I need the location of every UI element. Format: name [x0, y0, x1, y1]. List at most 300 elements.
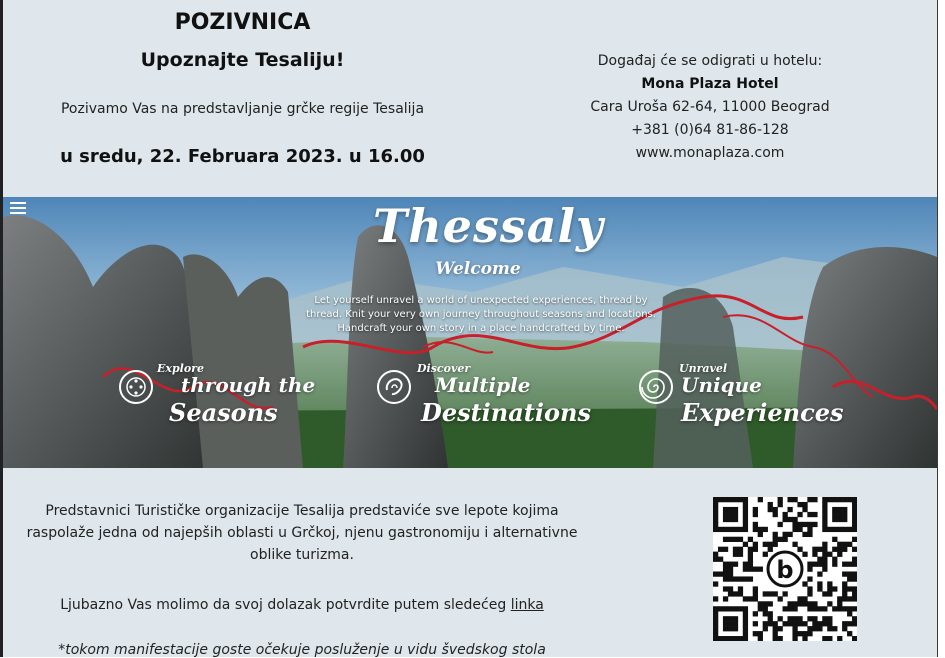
feature-experiences [637, 362, 867, 432]
qr-module [783, 591, 788, 596]
qr-module [802, 631, 807, 636]
qr-module [733, 626, 738, 631]
qr-module [733, 621, 738, 626]
qr-module [713, 507, 718, 512]
qr-module [797, 547, 802, 552]
qr-module [847, 571, 852, 576]
qr-module [812, 606, 817, 611]
qr-module [723, 616, 728, 621]
qr-module [768, 542, 773, 547]
qr-module [807, 606, 812, 611]
qr-module [723, 626, 728, 631]
qr-module [842, 547, 847, 552]
qr-module [842, 512, 847, 517]
qr-module [842, 586, 847, 591]
qr-module [773, 631, 778, 636]
qr-module [763, 552, 768, 557]
qr-module [768, 502, 773, 507]
qr-module [812, 616, 817, 621]
qr-module [812, 512, 817, 517]
qr-module [778, 636, 783, 641]
qr-module [852, 591, 857, 596]
qr-module [832, 507, 837, 512]
qr-module [773, 532, 778, 537]
qr-module [743, 542, 748, 547]
qr-module [832, 517, 837, 522]
qr-module [778, 596, 783, 601]
qr-module [807, 532, 812, 537]
qr-module [792, 542, 797, 547]
qr-module [733, 576, 738, 581]
qr-module [728, 567, 733, 572]
qr-module [753, 631, 758, 636]
qr-module [768, 611, 773, 616]
qr-module [743, 576, 748, 581]
qr-module [792, 527, 797, 532]
qr-module [738, 606, 743, 611]
qr-module [797, 621, 802, 626]
qr-module [807, 616, 812, 621]
qr-module [753, 567, 758, 572]
qr-module [827, 527, 832, 532]
qr-module [743, 502, 748, 507]
qr-module [832, 497, 837, 502]
qr-module [852, 586, 857, 591]
qr-module [758, 527, 763, 532]
qr-module [817, 621, 822, 626]
qr-module [763, 601, 768, 606]
qr-module [802, 636, 807, 641]
qr-module [723, 596, 728, 601]
qr-module [783, 517, 788, 522]
qr-module [847, 611, 852, 616]
qr-module [842, 497, 847, 502]
event-date: u sredu, 22. Februara 2023. u 16.00 [60, 146, 425, 167]
venue-address: Cara Uroša 62-64, 11000 Beograd [590, 99, 830, 115]
qr-module [792, 517, 797, 522]
qr-module [738, 552, 743, 557]
qr-module [783, 532, 788, 537]
qr-module [852, 527, 857, 532]
qr-module [768, 547, 773, 552]
qr-module [728, 606, 733, 611]
qr-module [748, 576, 753, 581]
qr-module [852, 571, 857, 576]
qr-module [807, 576, 812, 581]
qr-module [743, 606, 748, 611]
qr-module [842, 581, 847, 586]
qr-module [852, 512, 857, 517]
qr-module [817, 581, 822, 586]
qr-module [733, 527, 738, 532]
qr-module [773, 591, 778, 596]
qr-module [748, 596, 753, 601]
qr-module [822, 557, 827, 562]
banner-welcome: Welcome [435, 259, 521, 279]
qr-module [733, 517, 738, 522]
qr-module [728, 571, 733, 576]
qr-module [832, 557, 837, 562]
qr-module [743, 497, 748, 502]
qr-module [748, 557, 753, 562]
qr-module [827, 581, 832, 586]
qr-module [743, 626, 748, 631]
qr-module [768, 621, 773, 626]
qr-module [822, 517, 827, 522]
qr-module [758, 497, 763, 502]
qr-module [743, 522, 748, 527]
qr-module [738, 497, 743, 502]
qr-module [713, 527, 718, 532]
qr-module [827, 552, 832, 557]
feature-experiences-line2: Experiences [681, 398, 844, 427]
qr-module [812, 522, 817, 527]
qr-module [738, 547, 743, 552]
qr-module [792, 621, 797, 626]
qr-module [822, 552, 827, 557]
qr-module [827, 586, 832, 591]
qr-module [773, 542, 778, 547]
qr-module [728, 537, 733, 542]
qr-module [822, 512, 827, 517]
qr-module [787, 621, 792, 626]
qr-module [753, 522, 758, 527]
qr-module [847, 596, 852, 601]
qr-module [773, 636, 778, 641]
qr-module [842, 606, 847, 611]
qr-module [733, 606, 738, 611]
qr-module [812, 552, 817, 557]
qr-module [733, 591, 738, 596]
qr-module [822, 606, 827, 611]
qr-module [763, 611, 768, 616]
qr-module [743, 616, 748, 621]
qr-module [807, 497, 812, 502]
qr-module [822, 497, 827, 502]
qr-module [728, 636, 733, 641]
qr-module [807, 631, 812, 636]
venue-hotel: Mona Plaza Hotel [641, 76, 779, 92]
qr-module [852, 562, 857, 567]
qr-module [812, 621, 817, 626]
qr-module [743, 567, 748, 572]
qr-module [738, 586, 743, 591]
qr-module [787, 532, 792, 537]
qr-module [753, 542, 758, 547]
qr-module [733, 562, 738, 567]
qr-module [768, 591, 773, 596]
qr-module [787, 497, 792, 502]
qr-module [713, 611, 718, 616]
qr-module [812, 497, 817, 502]
qr-module [728, 616, 733, 621]
qr-module [832, 562, 837, 567]
qr-module [763, 527, 768, 532]
qr-module [738, 527, 743, 532]
qr-module [847, 621, 852, 626]
experiences-icon [637, 368, 675, 406]
qr-module [713, 631, 718, 636]
feature-destinations [375, 362, 605, 432]
qr-module [753, 547, 758, 552]
qr-module [837, 547, 842, 552]
qr-module [787, 616, 792, 621]
qr-module [723, 636, 728, 641]
banner-title: Thessaly [373, 199, 604, 253]
qr-module [723, 571, 728, 576]
qr-module [842, 621, 847, 626]
qr-module [817, 557, 822, 562]
qr-module [837, 527, 842, 532]
qr-module [837, 606, 842, 611]
qr-module [822, 507, 827, 512]
qr-module [852, 517, 857, 522]
qr-module [797, 512, 802, 517]
event-details [12, 500, 592, 658]
qr-module [728, 576, 733, 581]
rsvp-text: Ljubazno Vas molimo da svoj dolazak potvrdite putem sledećeg [60, 597, 511, 613]
qr-module [832, 626, 837, 631]
invitation-header [40, 8, 445, 167]
qr-module [832, 527, 837, 532]
qr-module [723, 497, 728, 502]
right-edge [937, 0, 945, 657]
qr-module [748, 552, 753, 557]
qr-module [713, 517, 718, 522]
qr-module [837, 596, 842, 601]
qr-module [807, 522, 812, 527]
qr-module [728, 527, 733, 532]
qr-module [728, 562, 733, 567]
qr-module [773, 507, 778, 512]
qr-module [822, 502, 827, 507]
qr-module [822, 562, 827, 567]
qr-module [852, 537, 857, 542]
qr-module [748, 537, 753, 542]
qr-module [847, 497, 852, 502]
qr-module [847, 586, 852, 591]
qr-module [733, 636, 738, 641]
qr-module [807, 527, 812, 532]
qr-module [713, 552, 718, 557]
qr-module [713, 636, 718, 641]
invitation-subtitle: Upoznajte Tesaliju! [140, 49, 345, 71]
qr-module [852, 576, 857, 581]
qr-code[interactable] [713, 497, 857, 641]
feature-destinations-small: Discover [417, 362, 471, 375]
qr-module [817, 606, 822, 611]
qr-module [723, 567, 728, 572]
right-edge-line [937, 0, 938, 657]
qr-module [723, 621, 728, 626]
qr-module [832, 547, 837, 552]
qr-module [832, 606, 837, 611]
qr-module [713, 502, 718, 507]
qr-module [827, 621, 832, 626]
qr-module [713, 522, 718, 527]
qr-module [783, 537, 788, 542]
qr-module [728, 517, 733, 522]
qr-module [852, 621, 857, 626]
qr-module [837, 507, 842, 512]
qr-module [847, 606, 852, 611]
qr-module [827, 636, 832, 641]
qr-module [723, 562, 728, 567]
qr-module [832, 512, 837, 517]
qr-module [847, 542, 852, 547]
qr-module [748, 562, 753, 567]
qr-module [763, 626, 768, 631]
qr-module [773, 626, 778, 631]
qr-module [842, 571, 847, 576]
qr-module [718, 636, 723, 641]
qr-module [842, 542, 847, 547]
qr-module [792, 601, 797, 606]
qr-module [778, 616, 783, 621]
qr-module [723, 507, 728, 512]
qr-module [748, 547, 753, 552]
qr-module [723, 517, 728, 522]
qr-module [783, 606, 788, 611]
qr-module [728, 497, 733, 502]
qr-module [827, 497, 832, 502]
qr-module [852, 497, 857, 502]
qr-module [852, 507, 857, 512]
qr-module [802, 532, 807, 537]
qr-module [837, 542, 842, 547]
qr-module [778, 537, 783, 542]
qr-module [817, 586, 822, 591]
qr-module [768, 507, 773, 512]
qr-module [713, 616, 718, 621]
qr-module [822, 527, 827, 532]
qr-module [852, 547, 857, 552]
qr-module [822, 616, 827, 621]
qr-module [802, 601, 807, 606]
feature-experiences-line1: Unique [681, 373, 762, 397]
qr-module [758, 636, 763, 641]
qr-module [822, 636, 827, 641]
qr-module [713, 512, 718, 517]
qr-module [753, 512, 758, 517]
qr-module [842, 596, 847, 601]
qr-module [792, 626, 797, 631]
qr-module [807, 567, 812, 572]
qr-module [753, 596, 758, 601]
qr-module [837, 601, 842, 606]
qr-module [723, 547, 728, 552]
qr-module [822, 591, 827, 596]
qr-module [713, 626, 718, 631]
qr-module [847, 527, 852, 532]
qr-module [832, 537, 837, 542]
qr-module [802, 552, 807, 557]
qr-module [753, 507, 758, 512]
qr-module [842, 591, 847, 596]
rsvp-line [12, 597, 592, 613]
qr-module [773, 621, 778, 626]
qr-module [763, 621, 768, 626]
qr-module [743, 562, 748, 567]
qr-module [847, 631, 852, 636]
qr-module [718, 557, 723, 562]
feature-seasons-line2: Seasons [169, 398, 278, 427]
qr-module [743, 517, 748, 522]
qr-module [718, 527, 723, 532]
qr-logo-letter: b [776, 556, 794, 584]
qr-module [763, 542, 768, 547]
feature-seasons [117, 362, 317, 432]
qr-module [802, 522, 807, 527]
qr-module [773, 537, 778, 542]
qr-module [807, 586, 812, 591]
rsvp-link[interactable]: linka [510, 597, 544, 613]
qr-module [723, 606, 728, 611]
qr-module [743, 636, 748, 641]
qr-module [778, 502, 783, 507]
qr-module [778, 626, 783, 631]
qr-module [778, 522, 783, 527]
qr-module [753, 591, 758, 596]
qr-module [822, 547, 827, 552]
qr-module [718, 547, 723, 552]
invitation-intro: Pozivamo Vas na predstavljanje grčke regije Tesalija [60, 101, 425, 117]
qr-module [797, 616, 802, 621]
venue-website: www.monaplaza.com [635, 145, 785, 161]
qr-module [792, 616, 797, 621]
qr-module [827, 626, 832, 631]
thessaly-banner [3, 197, 937, 468]
qr-module [733, 512, 738, 517]
qr-module [733, 616, 738, 621]
qr-module [733, 547, 738, 552]
qr-module [822, 522, 827, 527]
qr-module [792, 522, 797, 527]
qr-module [802, 621, 807, 626]
qr-module [792, 631, 797, 636]
qr-module [748, 567, 753, 572]
qr-module [807, 512, 812, 517]
qr-module [817, 626, 822, 631]
qr-module [773, 512, 778, 517]
seasons-icon [117, 368, 155, 406]
qr-module [738, 537, 743, 542]
feature-experiences-small: Unravel [679, 362, 728, 375]
hamburger-menu-icon[interactable] [10, 202, 26, 214]
qr-module [758, 601, 763, 606]
qr-module [718, 571, 723, 576]
qr-module [713, 571, 718, 576]
qr-module [733, 497, 738, 502]
invitation-title: POZIVNICA [174, 10, 311, 35]
qr-module [837, 512, 842, 517]
qr-module [733, 537, 738, 542]
event-description: Predstavnici Turističke organizacije Tesalija predstaviće sve lepote kojima raspolaže jedna od najepših oblasti u Grčkoj, njenu gastronomiju i alternativne oblike turizma. [26, 503, 578, 563]
qr-module [822, 542, 827, 547]
venue-phone: +381 (0)64 81-86-128 [631, 122, 789, 138]
qr-module [753, 527, 758, 532]
qr-module [847, 562, 852, 567]
qr-module [807, 591, 812, 596]
qr-module [713, 621, 718, 626]
qr-module [797, 527, 802, 532]
qr-module [852, 557, 857, 562]
qr-module [802, 581, 807, 586]
qr-module [713, 606, 718, 611]
qr-module [787, 606, 792, 611]
qr-module [723, 586, 728, 591]
qr-module [738, 576, 743, 581]
